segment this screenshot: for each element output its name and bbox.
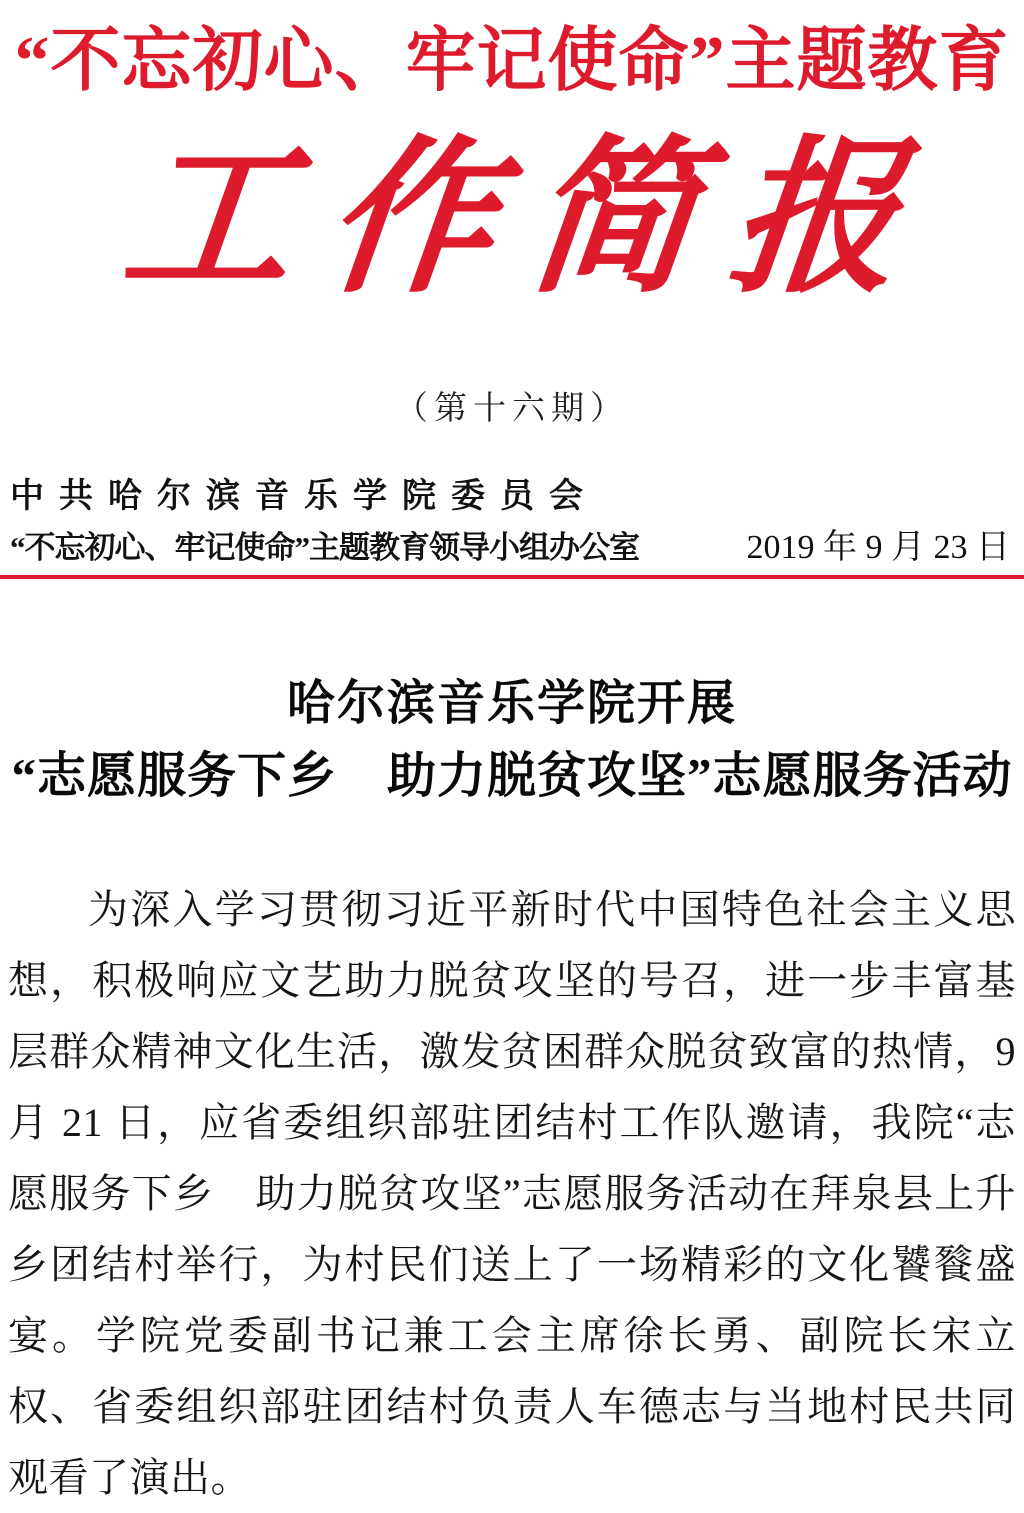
issuer-office: “不忘初心、牢记使命”主题教育领导小组办公室 <box>10 530 639 565</box>
issuer-row <box>10 519 1010 568</box>
article-title-line2: “志愿服务下乡 助力脱贫攻坚”志愿服务活动 <box>11 748 1013 803</box>
issue-number: （第十六期） <box>395 391 629 427</box>
red-divider <box>0 575 1024 579</box>
masthead-brand-title: 工作简报 <box>115 127 943 313</box>
masthead-theme-line: “不忘初心、牢记使命”主题教育 <box>14 23 1010 100</box>
article-title <box>0 668 1024 812</box>
issue-date: 2019 年 9 月 23 日 <box>746 529 1010 566</box>
article-title-line1: 哈尔滨音乐学院开展 <box>286 677 737 730</box>
article-body: 为深入学习贯彻习近平新时代中国特色社会主义思想，积极响应文艺助力脱贫攻坚的号召，进一步丰富基层群众精神文化生活，激发贫困群众脱贫致富的热情，9 月 21 日，应省委组织部驻团结村工作队邀请，我院“志愿服务下乡 助力脱贫攻坚”志愿服务活动在拜泉县上升乡团结村举行，为村民们送上了一场精彩的文化饕餮盛宴。学院党委副书记兼工会主席徐长勇、副院长宋立权、省委组织部驻团结村负责人车德志与当地村民共同观看了演出。 <box>8 887 1016 1500</box>
issuer-committee: 中共哈尔滨音乐学院委员会 <box>10 478 598 515</box>
